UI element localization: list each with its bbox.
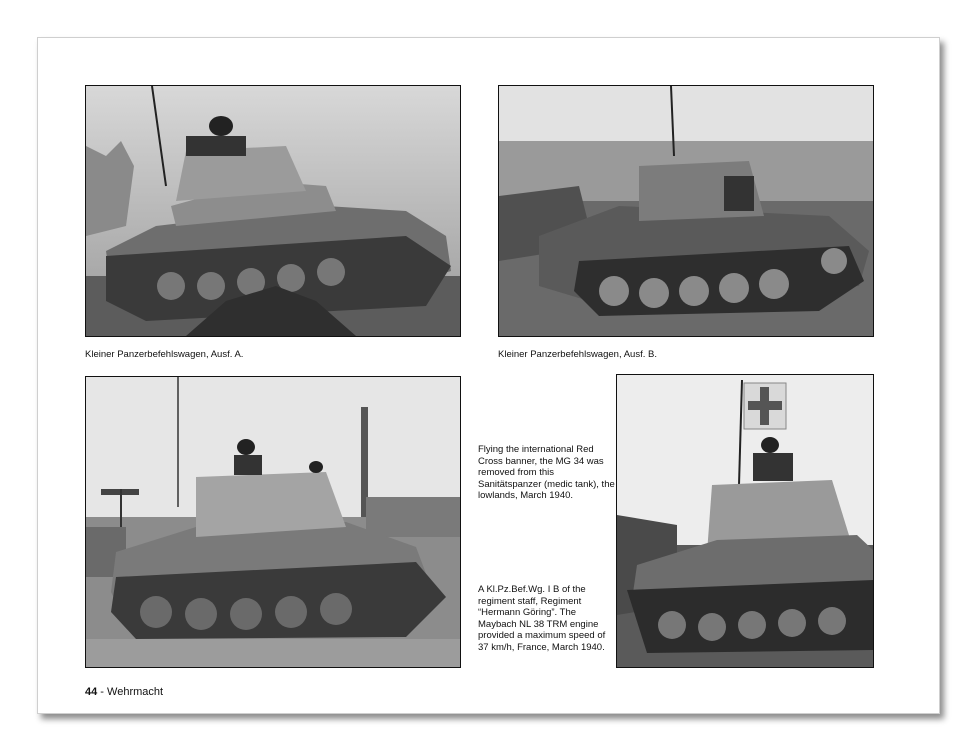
tank-photo-image bbox=[499, 86, 873, 336]
tank-photo-image bbox=[86, 86, 460, 336]
book-page bbox=[37, 37, 940, 714]
caption-photo-2: Kleiner Panzerbefehlswagen, Ausf. B. bbox=[498, 349, 657, 360]
page-number: 44 bbox=[85, 686, 98, 698]
tank-photo-ausf-b bbox=[498, 85, 874, 337]
tank-photo-ausf-a bbox=[85, 85, 461, 337]
footer-separator: - bbox=[97, 686, 108, 698]
caption-red-cross: Flying the international Red Cross banner, the MG 34 was removed from this Sanitätspanzer (medic tank), the lowlands, March 1940. bbox=[478, 444, 615, 502]
tank-photo-image bbox=[617, 375, 873, 667]
caption-photo-1: Kleiner Panzerbefehlswagen, Ausf. A. bbox=[85, 349, 244, 360]
caption-hermann-goring: A Kl.Pz.Bef.Wg. I B of the regiment staff, Regiment “Hermann Göring”. The Maybach NL 38 TRM engine provided a maximum speed of 37 km/h, France, March 1940. bbox=[478, 584, 606, 653]
page-footer bbox=[85, 686, 163, 698]
footer-section: Wehrmacht bbox=[107, 686, 164, 698]
tank-photo-image bbox=[86, 377, 460, 667]
tank-photo-red-cross bbox=[616, 374, 874, 668]
tank-photo-lowlands bbox=[85, 376, 461, 668]
